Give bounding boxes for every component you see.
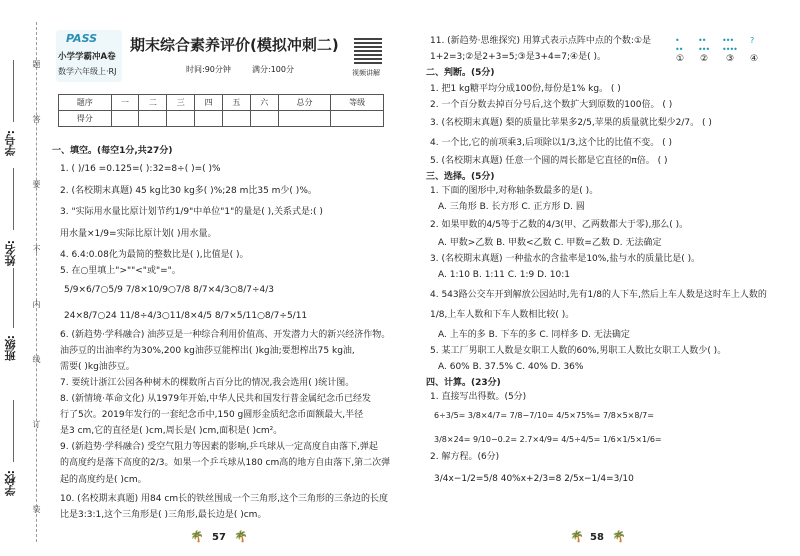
row-label: 得分: [59, 111, 112, 127]
choice-question: 3. (名校期末真题) 一种盐水的含盐率是10%,盐与水的质量比是( )。: [430, 254, 701, 264]
score-cell[interactable]: [278, 111, 331, 127]
binding-strip: [0, 0, 48, 556]
col-header: 二: [139, 95, 167, 111]
calc-row: 3/8×24= 9/10−0.2= 2.7×4/9= 4/5÷4/5= 1/6×1/5×1/6=: [434, 435, 662, 444]
question-line: 油莎豆的出油率约为30%,200 kg油莎豆能榨出( )kg油;要想榨出75 kg油,: [60, 346, 355, 356]
calc-row: 6÷3/5= 3/8×4/7= 7/8−7/10= 4/5×75%= 7/8×5×8/7=: [434, 411, 654, 420]
equation-row: 3/4x−1/2=5/8 40%x+2/3=8 2/5x−1/4=3/10: [434, 474, 634, 484]
tree-decoration-icon: 🌴: [612, 530, 626, 543]
dot-label: ①: [676, 54, 685, 64]
question-line: 10. (名校期末真题) 用84 cm长的铁丝围成一个三角形,这个三角形的三条边的长度: [60, 494, 388, 504]
question-line: 行了5次。2019年发行的一套纪念币中,150 g圆形金质纪念币面额最大,半径: [60, 410, 364, 420]
binding-mark: 订: [32, 420, 41, 428]
question-line: 4. 6.4:0.08化为最简的整数比是( ),比值是( )。: [60, 250, 249, 260]
col-header: 四: [195, 95, 223, 111]
class-blank: [13, 268, 14, 328]
question-line: 的高度约是落下高度的2/3。如果一个乒乓球从180 cm高的地方自由落下,第二次弹: [60, 458, 391, 468]
question-line: 5. 在○里填上">""<"或"="。: [60, 266, 181, 276]
question-line: 8. (新情境·革命文化) 从1979年开始,中华人民共和国发行普金属纪念币已经发: [60, 394, 371, 404]
choice-options: A. 甲数>乙数 B. 甲数<乙数 C. 甲数=乙数 D. 无法确定: [438, 238, 662, 248]
col-header: 题序: [59, 95, 112, 111]
score-cell[interactable]: [167, 111, 195, 127]
binding-mark: 要: [32, 180, 41, 188]
table-row: [59, 95, 384, 111]
calc-subtitle: 2. 解方程。(6分): [430, 452, 500, 462]
question-line: 1. ( )/16 =0.125=( ):32=8÷( )=( )%: [60, 164, 221, 174]
choice-question: 1/8,上车人数和下车人数相比较( )。: [430, 310, 575, 320]
score-table: [58, 94, 384, 127]
col-header: 三: [167, 95, 195, 111]
choice-question: 4. 543路公交车开到解放公园站时,先有1/8的人下车,然后上车人数是这时车上人数的: [430, 290, 767, 300]
binding-mark: 题: [32, 60, 41, 68]
dot-label: ②: [700, 54, 709, 64]
choice-question: 1. 下面的图形中,对称轴条数最多的是( )。: [430, 186, 599, 196]
exam-header: [56, 30, 386, 84]
school-blank: [13, 400, 14, 462]
judge-item: 5. (名校期末真题) 任意一个圆的周长都是它直径的π倍。 ( ): [430, 156, 668, 166]
question-line: 2. (名校期末真题) 45 kg比30 kg多( )%;28 m比35 m少( )%。: [60, 186, 317, 196]
school-label: 学校:: [4, 470, 17, 497]
exam-time: 时间:90分钟: [186, 65, 231, 74]
judge-item: 2. 一个百分数去掉百分号后,这个数扩大到原数的100倍。 ( ): [430, 100, 673, 110]
question-line: 3. "实际用水量比原计划节约1/9"中单位"1"的量是( ),关系式是:( ): [60, 207, 323, 217]
exam-title: 期末综合素养评价(模拟冲刺二): [130, 36, 339, 54]
score-cell[interactable]: [250, 111, 278, 127]
dot-label: ③: [726, 54, 735, 64]
binding-mark: 答: [32, 115, 41, 123]
choice-options: A. 60% B. 37.5% C. 40% D. 36%: [438, 362, 584, 372]
col-header: 六: [250, 95, 278, 111]
cut-line: [36, 22, 37, 542]
page-number: 57: [212, 532, 226, 543]
choice-options: A. 三角形 B. 长方形 C. 正方形 D. 圆: [438, 202, 585, 212]
score-cell[interactable]: [111, 111, 139, 127]
question-line: 9. (新趋势·学科融合) 受空气阻力等因素的影响,乒乓球从一定高度自由落下,弹起: [60, 442, 378, 452]
right-page: [400, 0, 800, 556]
qr-label: 视频讲解: [352, 69, 380, 77]
col-header: 五: [222, 95, 250, 111]
choice-options: A. 1:10 B. 1:11 C. 1:9 D. 10:1: [438, 270, 570, 280]
question-line: 是3 cm,它的直径是( )cm,周长是( )cm,面积是( )cm²。: [60, 426, 283, 436]
choice-options: A. 上车的多 B. 下车的多 C. 同样多 D. 无法确定: [438, 330, 630, 340]
compare-row: 5/9×6/7○5/9 7/8×10/9○7/8 8/7×4/3○8/7÷4/3: [64, 285, 275, 295]
section-calculation: 四、计算。(23分): [426, 378, 501, 388]
tree-decoration-icon: 🌴: [570, 530, 584, 543]
dot-pattern-4: ?: [750, 36, 754, 45]
tree-decoration-icon: 🌴: [190, 530, 204, 543]
section-choice: 三、选择。(5分): [426, 172, 495, 182]
choice-question: 2. 如果甲数的4/5等于乙数的4/3(甲、乙两数都大于零),那么( )。: [430, 220, 689, 230]
score-cell[interactable]: [222, 111, 250, 127]
question-line: 起的高度约是( )cm。: [60, 475, 147, 485]
question-line: 11. (新趋势·思维探究) 用算式表示点阵中点的个数:①是: [430, 36, 652, 46]
section-fill-in: 一、填空。(每空1分,共27分): [52, 146, 173, 156]
question-line: 1+2=3;②是2+3=5;③是3+4=7;④是( )。: [430, 52, 606, 62]
question-line: 需要( )kg油莎豆。: [60, 362, 135, 372]
question-line: 7. 要统计浙江公园各种树木的棵数所占百分比的情况,我会选用( )统计图。: [60, 378, 355, 388]
question-line: 用水量×1/9=实际比原计划( )用水量。: [60, 229, 217, 239]
binding-mark: 不: [32, 245, 41, 253]
class-label: 班级:: [4, 335, 17, 362]
dot-pattern-1: • ••: [675, 36, 683, 54]
name-blank: [13, 168, 14, 230]
series-logo: [56, 30, 122, 82]
compare-row: 24×8/7○24 11/8÷4/3○11/8×4/5 8/7×5/11○8/7÷5/11: [64, 311, 308, 321]
dot-label: ④: [750, 54, 759, 64]
binding-mark: 内: [32, 300, 41, 308]
choice-question: 5. 某工厂男职工人数是女职工人数的60%,男职工人数比女职工人数少( )。: [430, 346, 727, 356]
judge-item: 3. (名校期末真题) 梨的质量比苹果多2/5,苹果的质量就比梨少2/7。 ( ): [430, 118, 712, 128]
judge-item: 4. 一个比,它的前项乘3,后项除以1/3,这个比的比值不变。 ( ): [430, 138, 672, 148]
table-row: [59, 111, 384, 127]
section-true-false: 二、判断。(5分): [426, 68, 495, 78]
tree-decoration-icon: 🌴: [234, 530, 248, 543]
name-label: 姓名:: [4, 240, 17, 267]
col-header: 等级: [331, 95, 384, 111]
score-cell[interactable]: [139, 111, 167, 127]
score-cell[interactable]: [195, 111, 223, 127]
question-line: 比是3:3:1,这个三角形是( )三角形,最长边是( )cm。: [60, 510, 267, 520]
binding-mark: 线: [32, 355, 41, 363]
page-number: 58: [590, 532, 604, 543]
qr-code-icon[interactable]: [354, 36, 382, 64]
col-header: 一: [111, 95, 139, 111]
question-line: 6. (新趋势·学科融合) 油莎豆是一种综合利用价值高、开发潜力大的新兴经济作物。: [60, 330, 391, 340]
id-blank: [13, 60, 14, 122]
brand-logo: PASS: [66, 32, 98, 45]
exam-score: 满分:100分: [252, 65, 294, 74]
series-name: 小学学霸冲A卷: [58, 52, 116, 62]
calc-subtitle: 1. 直接写出得数。(5分): [430, 392, 527, 402]
judge-item: 1. 把1 kg糖平均分成100份,每份是1% kg。 ( ): [430, 84, 621, 94]
grade-label: 数学六年级上·RJ: [58, 67, 117, 76]
binding-mark: 装: [32, 505, 41, 513]
dot-pattern-3: ••• ••••: [722, 36, 737, 54]
score-cell[interactable]: [331, 111, 384, 127]
dot-pattern-2: •• •••: [698, 36, 710, 54]
col-header: 总分: [278, 95, 331, 111]
student-id-label: 学号:: [4, 130, 17, 157]
